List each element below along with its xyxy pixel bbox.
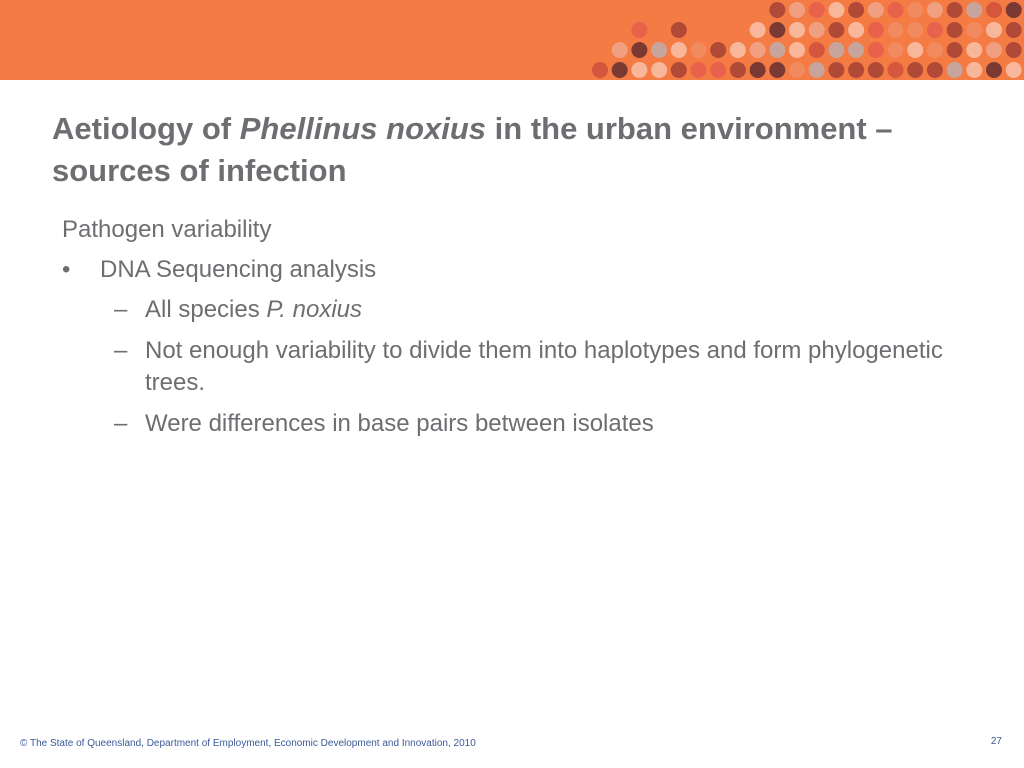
decorative-dot (927, 42, 943, 58)
decorative-dot (947, 22, 963, 38)
decorative-dot (750, 62, 766, 78)
bullet-text: DNA Sequencing analysis (100, 256, 377, 283)
dash-icon: – (114, 337, 128, 364)
decorative-dot (1006, 22, 1022, 38)
decorative-dot (966, 22, 982, 38)
decorative-dot (592, 62, 608, 78)
decorative-dot (1006, 62, 1022, 78)
title-part-2: in the urban environment – sources of infection (52, 111, 893, 188)
title-species-name: Phellinus noxius (239, 111, 487, 146)
decorative-dot (986, 62, 1002, 78)
decorative-dot (868, 62, 884, 78)
decorative-dot (730, 42, 746, 58)
decorative-dot (671, 62, 687, 78)
decorative-dot (671, 22, 687, 38)
decorative-dot (631, 22, 647, 38)
decorative-dot (631, 42, 647, 58)
sub-item (62, 294, 962, 326)
decorative-dot (789, 42, 805, 58)
decorative-dot (888, 2, 904, 18)
decorative-dot (691, 42, 707, 58)
decorative-dot (750, 42, 766, 58)
bullet-icon: • (62, 256, 71, 283)
decorative-dot (828, 42, 844, 58)
decorative-dot (986, 22, 1002, 38)
decorative-dot (888, 62, 904, 78)
decorative-dot (888, 42, 904, 58)
decorative-dot (730, 62, 746, 78)
decorative-dot (1006, 2, 1022, 18)
decorative-dot (769, 2, 785, 18)
slide-body (62, 212, 962, 449)
decorative-dot (651, 42, 667, 58)
sub-item-text: All species (145, 296, 267, 323)
decorative-dot (927, 22, 943, 38)
sub-item (62, 335, 962, 399)
decorative-dot (947, 42, 963, 58)
decorative-dot (868, 42, 884, 58)
dash-icon: – (114, 410, 128, 437)
decorative-dot (809, 42, 825, 58)
decorative-dot (927, 62, 943, 78)
slide-title (52, 108, 952, 192)
decorative-dot (907, 42, 923, 58)
decorative-dot-pattern (0, 0, 1024, 80)
decorative-dot (947, 62, 963, 78)
decorative-dot (631, 62, 647, 78)
decorative-dot (691, 62, 707, 78)
decorative-dot (809, 62, 825, 78)
sub-item-species-name: P. noxius (266, 296, 363, 323)
page-number: 27 (990, 736, 1002, 747)
decorative-dot (848, 42, 864, 58)
section-heading: Pathogen variability (62, 216, 272, 243)
bullet-item (62, 253, 962, 287)
title-part-1: Aetiology of (52, 111, 240, 146)
decorative-dot (809, 2, 825, 18)
decorative-dot (888, 22, 904, 38)
decorative-dot (1006, 42, 1022, 58)
decorative-dot (789, 22, 805, 38)
footer-copyright: © The State of Queensland, Department of Employment, Economic Development and Innovation, 2010 (20, 738, 476, 749)
decorative-dot (927, 2, 943, 18)
decorative-dot (947, 2, 963, 18)
sub-item-text: Were differences in base pairs between isolates (145, 410, 654, 437)
decorative-dot (868, 22, 884, 38)
sub-item-text: Not enough variability to divide them into haplotypes and form phylogenetic trees. (145, 337, 943, 396)
decorative-dot (671, 42, 687, 58)
dash-icon: – (114, 296, 128, 323)
decorative-dot (966, 62, 982, 78)
decorative-dot (750, 22, 766, 38)
decorative-dot (848, 22, 864, 38)
decorative-dot (966, 2, 982, 18)
decorative-dot (809, 22, 825, 38)
decorative-dot (907, 2, 923, 18)
decorative-dot (789, 2, 805, 18)
decorative-dot (769, 22, 785, 38)
decorative-dot (848, 62, 864, 78)
decorative-dot (986, 2, 1002, 18)
decorative-dot (710, 42, 726, 58)
decorative-dot (828, 2, 844, 18)
decorative-dot (612, 42, 628, 58)
decorative-dot (986, 42, 1002, 58)
decorative-dot (651, 62, 667, 78)
decorative-dot (848, 2, 864, 18)
decorative-dot (907, 22, 923, 38)
decorative-dot (828, 62, 844, 78)
decorative-dot (769, 42, 785, 58)
decorative-dot (966, 42, 982, 58)
decorative-dot (907, 62, 923, 78)
decorative-dot (612, 62, 628, 78)
decorative-dot (868, 2, 884, 18)
sub-item (62, 408, 962, 440)
decorative-dot (769, 62, 785, 78)
decorative-dot (789, 62, 805, 78)
decorative-dot (710, 62, 726, 78)
decorative-dot (828, 22, 844, 38)
